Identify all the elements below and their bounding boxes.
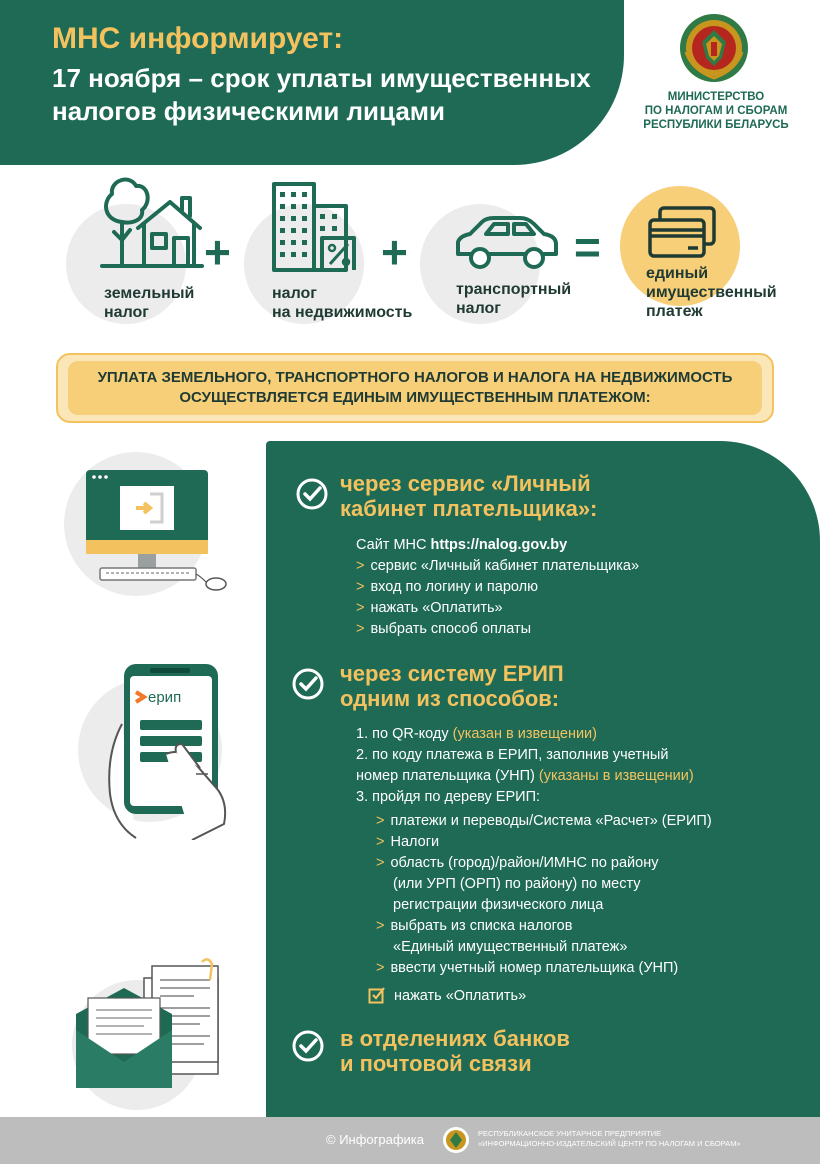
banner-line2: ОСУЩЕСТВЛЯЕТСЯ ЕДИНЫМ ИМУЩЕСТВЕННЫМ ПЛАТЕЖОМ: — [179, 389, 651, 406]
ministry-line1: МИНИСТЕРСТВО — [667, 91, 765, 103]
car-icon — [452, 214, 562, 270]
section-banks-title: в отделениях банков и почтовой связи — [340, 1026, 570, 1076]
label-land-tax: земельный налог — [104, 285, 195, 321]
site-url-link[interactable]: https://nalog.gov.by — [430, 537, 568, 553]
cards-icon — [646, 206, 718, 262]
header-subtitle — [52, 62, 612, 128]
erip-item-1: 1. по QR-коду (указан в извещении) — [356, 726, 597, 742]
section-erip-title: через систему ЕРИП одним из способов: — [340, 661, 564, 711]
house-icon — [100, 172, 204, 272]
header-banner — [0, 0, 624, 165]
mail-documents-icon — [74, 958, 234, 1094]
erip-tree-step-3: > область (город)/район/ИМНС по району — [376, 855, 659, 871]
erip-tree-step-3-line2: (или УРП (ОРП) по району) по месту — [393, 876, 641, 892]
checkmark-circle-icon — [292, 1030, 324, 1062]
checkmark-circle-icon — [292, 668, 324, 700]
erip-item-2-line2: номер плательщика (УНП) (указаны в извещении) — [356, 768, 694, 784]
footer-organization: РЕСПУБЛИКАНСКОЕ УНИТАРНОЕ ПРЕДПРИЯТИЕ «ИНФОРМАЦИОННО-ИЗДАТЕЛЬСКИЙ ЦЕНТР ПО НАЛОГАМ И СБОРАМ» — [478, 1129, 741, 1148]
publisher-logo-icon — [442, 1126, 470, 1154]
computer-icon — [84, 468, 234, 598]
erip-tree-step-4-line2: «Единый имущественный платеж» — [393, 939, 628, 955]
checkbox-checked-icon — [368, 986, 386, 1004]
label-unified-payment: единый имущественный платеж — [646, 265, 777, 320]
building-icon — [270, 178, 360, 274]
plus-sign-2: + — [381, 226, 408, 278]
equals-sign: = — [574, 221, 601, 273]
step-1: > сервис «Личный кабинет плательщика» — [356, 558, 640, 574]
banner-line1: УПЛАТА ЗЕМЕЛЬНОГО, ТРАНСПОРТНОГО НАЛОГОВ И НАЛОГА НА НЕДВИЖИМОСТЬ — [97, 369, 733, 386]
header-title: МНС информирует: — [52, 22, 344, 55]
ministry-line3: РЕСПУБЛИКИ БЕЛАРУСЬ — [643, 119, 789, 131]
step-4: > выбрать способ оплаты — [356, 621, 532, 637]
erip-tree-step-3-line3: регистрации физического лица — [393, 897, 604, 913]
site-line: Сайт МНС https://nalog.gov.by — [356, 537, 568, 553]
header-subtitle-line2: налогов физическими лицами — [52, 96, 446, 126]
step-2: > вход по логину и паролю — [356, 579, 538, 595]
erip-final-step: нажать «Оплатить» — [394, 988, 527, 1004]
erip-tree-step-4: > выбрать из списка налогов — [376, 918, 573, 934]
plus-sign-1: + — [204, 226, 231, 278]
erip-tree-step-5: > ввести учетный номер плательщика (УНП) — [376, 960, 679, 976]
erip-logo-text: ерип — [148, 689, 182, 706]
erip-tree-step-1: > платежи и переводы/Система «Расчет» (ЕРИП) — [376, 813, 712, 829]
ministry-name — [636, 90, 796, 132]
label-transport-tax: транспортный налог — [456, 281, 572, 317]
label-property-tax: налог на недвижимость — [272, 285, 413, 321]
erip-item-2-line1: 2. по коду платежа в ЕРИП, заполнив учетный — [356, 747, 669, 763]
footer — [0, 1117, 820, 1164]
phone-hand-icon — [96, 664, 246, 840]
erip-tree-step-2: > Налоги — [376, 834, 440, 850]
ministry-line2: ПО НАЛОГАМ И СБОРАМ — [644, 105, 788, 117]
erip-item-3: 3. пройдя по дереву ЕРИП: — [356, 789, 541, 805]
ministry-emblem-icon — [678, 12, 750, 84]
footer-copyright: © Инфографика — [326, 1132, 425, 1147]
checkmark-circle-icon — [296, 478, 328, 510]
header-subtitle-line1: 17 ноября – срок уплаты имущественных — [52, 63, 591, 93]
section-personal-account-title: через сервис «Личный кабинет плательщика»: — [340, 471, 598, 521]
step-3: > нажать «Оплатить» — [356, 600, 503, 616]
info-banner — [56, 353, 774, 423]
